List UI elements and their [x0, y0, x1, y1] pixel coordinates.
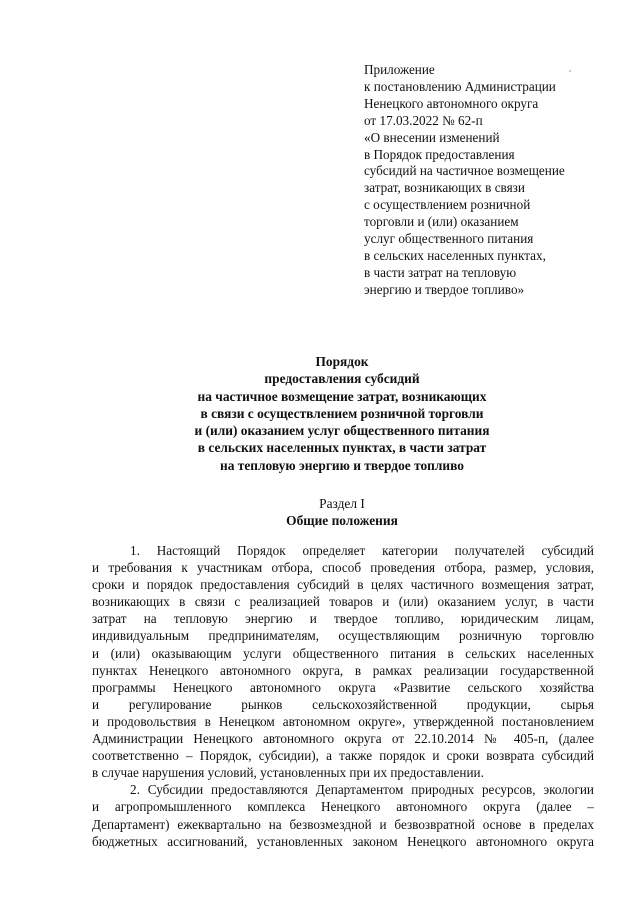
paragraph-line: в случае нарушения условий, установленных при их предоставлении. [92, 765, 484, 781]
scan-dot [569, 70, 571, 72]
paragraph-line: и регулирование рынков сельскохозяйственной продукции, сырья [92, 696, 594, 712]
paragraph-line: и (или) оказывающим услуги общественного питания в сельских населенных [92, 645, 594, 661]
paragraph-line: и агропромышленного комплекса Ненецкого автономного округа (далее – [92, 799, 594, 815]
document-title [92, 353, 592, 474]
title-line: и (или) оказанием услуг общественного питания [194, 423, 490, 439]
appendix-line: Ненецкого автономного округа [364, 95, 539, 111]
title-line: предоставления субсидий [264, 371, 420, 387]
appendix-line: к постановлению Администрации [364, 78, 556, 94]
appendix-line: в части затрат на тепловую [364, 264, 517, 280]
paragraph-line: бюджетных ассигнований, установленных законом Ненецкого автономного округа [92, 833, 594, 849]
paragraph-line: и продовольствия в Ненецком автономном округе», утвержденной постановлением [92, 713, 594, 729]
appendix-line: услуг общественного питания [364, 231, 534, 247]
title-line: в связи с осуществлением розничной торговли [200, 405, 484, 421]
appendix-line: в сельских населенных пунктах, [364, 247, 546, 263]
appendix-line: затрат, возникающих в связи [364, 180, 525, 196]
paragraph-line: индивидуальным предпринимателям, осуществляющим розничную торговлю [92, 628, 594, 644]
title-line: на тепловую энергию и твердое топливо [220, 457, 464, 473]
paragraph-line: и требования к участникам отбора, способ проведения отбора, размер, условия, [92, 560, 594, 576]
section-number: Раздел I [319, 496, 365, 511]
title-line: на частичное возмещение затрат, возникающих [197, 388, 487, 404]
paragraph-line: сроки и порядок предоставления субсидий в целях частичного возмещения затрат, [92, 577, 594, 593]
paragraph-line: соответственно – Порядок, субсидии), а также порядок и сроки возврата субсидий [92, 748, 594, 764]
appendix-line: энергию и твердое топливо» [364, 281, 525, 297]
body-text [92, 542, 594, 850]
paragraph-line: Департамент) ежеквартально на безвозмездной и безвозвратной основе в пределах [92, 816, 594, 832]
section-heading [92, 495, 592, 530]
paragraph-line: 2. Субсидии предоставляются Департаментом природных ресурсов, экологии [130, 782, 594, 798]
paragraph-line: программы Ненецкого автономного округа «Развитие сельского хозяйства [92, 679, 594, 695]
appendix-line: Приложение [364, 62, 435, 77]
appendix-line: от 17.03.2022 № 62-п [364, 112, 483, 128]
paragraph-line: 1. Настоящий Порядок определяет категории получателей субсидий [130, 543, 594, 558]
appendix-line: торговли и (или) оказанием [364, 214, 519, 230]
appendix-header [364, 62, 565, 299]
paragraph-line: возникающих в связи с реализацией товаров и (или) оказанием услуг, в части [92, 594, 594, 610]
appendix-line: в Порядок предоставления [364, 146, 515, 162]
paragraph-line: затрат на тепловую энергию и твердое топливо, юридическим лицам, [92, 611, 594, 627]
paragraph-line: пунктах Ненецкого автономного округа, в рамках реализации государственной [92, 662, 594, 678]
section-title: Общие положения [286, 513, 398, 529]
appendix-line: «О внесении изменений [364, 129, 500, 145]
title-line: Порядок [315, 354, 369, 369]
title-line: в сельских населенных пунктах, в части затрат [197, 440, 487, 456]
appendix-line: субсидий на частичное возмещение [364, 163, 565, 179]
appendix-line: с осуществлением розничной [364, 197, 531, 213]
paragraph-line: Администрации Ненецкого автономного округа от 22.10.2014 № 405-п, (далее [92, 731, 594, 747]
